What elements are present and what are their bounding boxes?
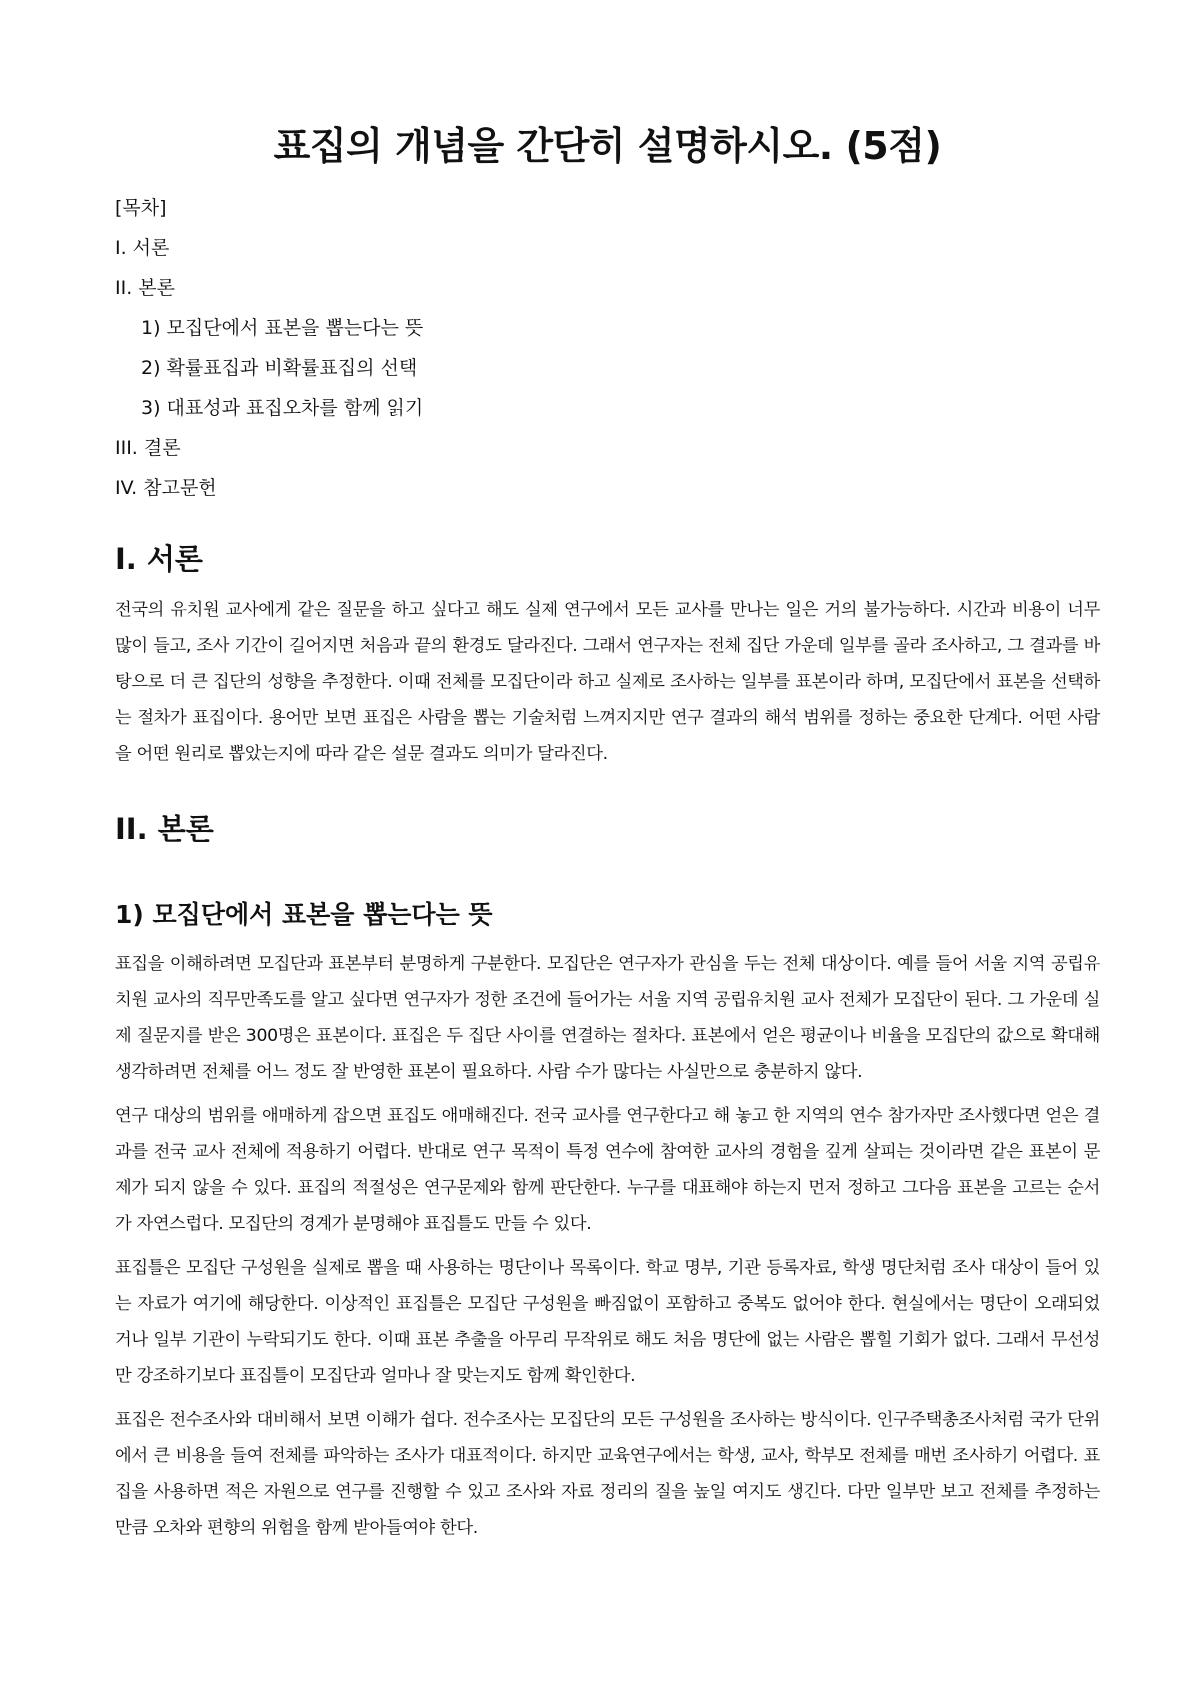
intro-paragraph: 전국의 유치원 교사에게 같은 질문을 하고 싶다고 해도 실제 연구에서 모든 교사를 만나는 일은 거의 불가능하다. 시간과 비용이 너무 많이 들고, 조사 기간이 길어지면 처음과 끝의 환경도 달라진다. 그래서 연구자는 전체 집단 가운데 일부를 골라 조사하고, 그 결과를 바탕으로 더 큰 집단의 성향을 추정한다. 이때 전체를 모집단이라 하고 실제로 조사하는 일부를 표본이라 하며, 모집단에서 표본을 선택하는 절차가 표집이다. 용어만 보면 표집은 사람을 뽑는 기술처럼 느껴지지만 연구 결과의 해석 범위를 정하는 중요한 단계다. 어떤 사람을 어떤 원리로 뽑았는지에 따라 같은 설문 결과도 의미가 달라진다.: [115, 600, 1100, 764]
toc-item-references: IV. 참고문헌: [115, 477, 217, 499]
toc-item-body-sub2: 2) 확률표집과 비확률표집의 선택: [141, 357, 418, 379]
toc-item-body: II. 본론: [115, 277, 175, 299]
document-title: 표집의 개념을 간단히 설명하시오. (5점): [273, 124, 942, 168]
toc-item-body-sub3: 3) 대표성과 표집오차를 함께 읽기: [141, 397, 424, 419]
section-heading-body: II. 본론: [115, 812, 214, 846]
toc-heading: [목차]: [115, 197, 167, 219]
toc-item-body-sub1: 1) 모집단에서 표본을 뽑는다는 뜻: [141, 317, 424, 339]
toc-item-conclusion: III. 결론: [115, 437, 181, 459]
subsection-heading-population-sample: 1) 모집단에서 표본을 뽑는다는 뜻: [115, 900, 493, 929]
body-paragraph: 연구 대상의 범위를 애매하게 잡으면 표집도 애매해진다. 전국 교사를 연구한다고 해 놓고 한 지역의 연수 참가자만 조사했다면 얻은 결과를 전국 교사 전체에 적용하기 어렵다. 반대로 연구 목적이 특정 연수에 참여한 교사의 경험을 깊게 살피는 것이라면 같은 표본이 문제가 되지 않을 수 있다. 표집의 적절성은 연구문제와 함께 판단한다. 누구를 대표해야 하는지 먼저 정하고 그다음 표본을 고르는 순서가 자연스럽다. 모집단의 경계가 분명해야 표집틀도 만들 수 있다.: [115, 1106, 1100, 1234]
toc-item-intro: I. 서론: [115, 237, 170, 259]
body-paragraph: 표집은 전수조사와 대비해서 보면 이해가 쉽다. 전수조사는 모집단의 모든 구성원을 조사하는 방식이다. 인구주택총조사처럼 국가 단위에서 큰 비용을 들여 전체를 파악하는 조사가 대표적이다. 하지만 교육연구에서는 학생, 교사, 학부모 전체를 매번 조사하기 어렵다. 표집을 사용하면 적은 자원으로 연구를 진행할 수 있고 조사와 자료 정리의 질을 높일 여지도 생긴다. 다만 일부만 보고 전체를 추정하는 만큼 오차와 편향의 위험을 함께 받아들여야 한다.: [115, 1410, 1100, 1538]
section-heading-intro: I. 서론: [115, 542, 203, 576]
body-paragraph: 표집틀은 모집단 구성원을 실제로 뽑을 때 사용하는 명단이나 목록이다. 학교 명부, 기관 등록자료, 학생 명단처럼 조사 대상이 들어 있는 자료가 여기에 해당한다. 이상적인 표집틀은 모집단 구성원을 빠짐없이 포함하고 중복도 없어야 한다. 현실에서는 명단이 오래되었거나 일부 기관이 누락되기도 한다. 이때 표본 추출을 아무리 무작위로 해도 처음 명단에 없는 사람은 뽑힐 기회가 없다. 그래서 무선성만 강조하기보다 표집틀이 모집단과 얼마나 잘 맞는지도 함께 확인한다.: [115, 1258, 1100, 1386]
table-of-contents: [115, 188, 1100, 508]
body-paragraph: 표집을 이해하려면 모집단과 표본부터 분명하게 구분한다. 모집단은 연구자가 관심을 두는 전체 대상이다. 예를 들어 서울 지역 공립유치원 교사의 직무만족도를 알고 싶다면 연구자가 정한 조건에 들어가는 서울 지역 공립유치원 교사 전체가 모집단이 된다. 그 가운데 실제 질문지를 받은 300명은 표본이다. 표집은 두 집단 사이를 연결하는 절차다. 표본에서 얻은 평균이나 비율을 모집단의 값으로 확대해 생각하려면 전체를 어느 정도 잘 반영한 표본이 필요하다. 사람 수가 많다는 사실만으로 충분하지 않다.: [115, 954, 1100, 1082]
